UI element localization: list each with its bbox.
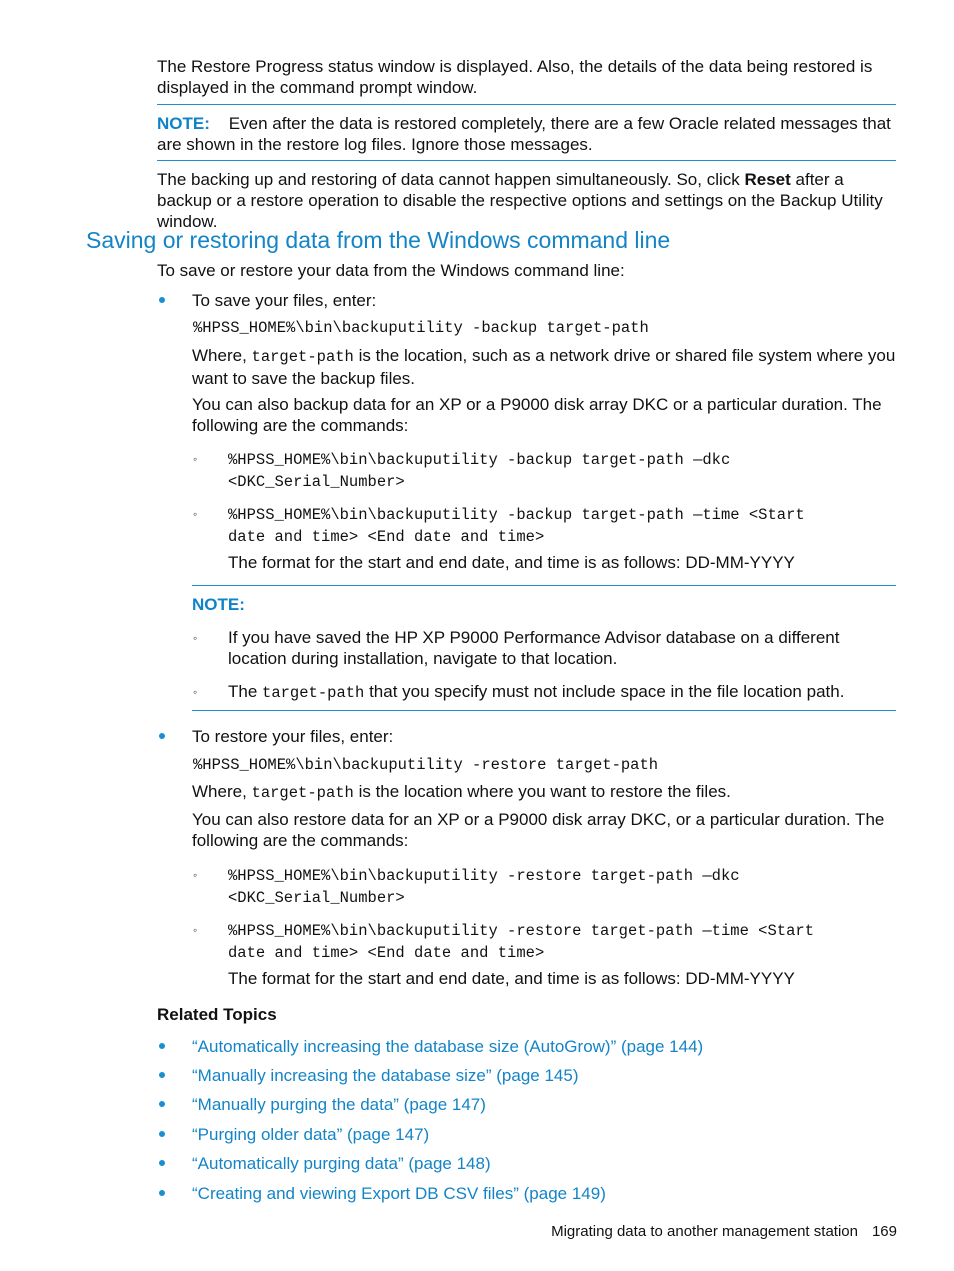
save-where: [192, 345, 898, 389]
save-time-line1: %HPSS_HOME%\bin\backuputility -backup target-path —time <Start: [228, 506, 805, 524]
save-dkc-command: [228, 449, 730, 493]
save-also: You can also backup data for an XP or a P9000 disk array DKC or a particular duration. The following are the commands:: [192, 395, 882, 435]
save-command: %HPSS_HOME%\bin\backuputility -backup target-path: [193, 319, 649, 337]
restore-time-command: [228, 920, 814, 964]
section-heading: Saving or restoring data from the Windows command line: [86, 227, 671, 253]
restore-where-pre: Where,: [192, 782, 252, 801]
restore-format: The format for the start and end date, and time is as follows: DD-MM-YYYY: [228, 969, 795, 988]
restore-where-post: is the location where you want to restore the files.: [353, 782, 731, 801]
related-link-manual-purge[interactable]: “Manually purging the data” (page 147): [192, 1095, 486, 1114]
save-bullet-text: To save your files, enter:: [192, 291, 377, 310]
sub-marker: ◦: [193, 868, 198, 882]
note-bottom-rule: [157, 160, 896, 161]
restore-where-code: target-path: [251, 784, 354, 802]
save-where-pre: Where,: [192, 346, 252, 365]
sub-marker: ◦: [193, 507, 198, 521]
sub-marker: ◦: [193, 923, 198, 937]
bullet-dot: [158, 1095, 168, 1105]
related-topics-title: Related Topics: [157, 1005, 277, 1024]
restore-time-line1: %HPSS_HOME%\bin\backuputility -restore target-path —time <Start: [228, 922, 814, 940]
section-lead: To save or restore your data from the Windows command line:: [157, 261, 625, 280]
restore-command: %HPSS_HOME%\bin\backuputility -restore target-path: [193, 756, 659, 774]
save-note-item-2: [228, 681, 898, 704]
restore-dkc-line1: %HPSS_HOME%\bin\backuputility -restore target-path —dkc: [228, 867, 740, 885]
save-dkc-line1: %HPSS_HOME%\bin\backuputility -backup target-path —dkc: [228, 451, 731, 469]
related-link-export-csv[interactable]: “Creating and viewing Export DB CSV files” (page 149): [192, 1184, 606, 1203]
note-label: NOTE:: [157, 114, 210, 133]
reset-text-after: after a backup or a restore operation to disable the respective options and settings on the Backup Utility window.: [157, 170, 883, 231]
save-dkc-line2: <DKC_Serial_Number>: [228, 473, 405, 491]
note-restore-log: [157, 113, 899, 155]
save-format: The format for the start and end date, and time is as follows: DD-MM-YYYY: [228, 553, 795, 572]
bullet-dot: [158, 1125, 168, 1135]
reset-paragraph: [157, 169, 899, 232]
note-top-rule: [157, 104, 896, 105]
note-item2-code: target-path: [262, 684, 365, 702]
sub-marker: ◦: [193, 452, 198, 466]
note-text: Even after the data is restored completely, there are a few Oracle related messages that are shown in the restore log files. Ignore those messages.: [157, 114, 891, 154]
save-note-label: [192, 594, 898, 615]
intro-paragraph: The Restore Progress status window is displayed. Also, the details of the data being restored is displayed in the command prompt window.: [157, 57, 873, 97]
note-item2-pre: The: [228, 682, 263, 701]
note-item2-post: that you specify must not include space in the file location path.: [364, 682, 845, 701]
bullet-dot: [158, 1037, 168, 1047]
save-where-post: is the location, such as a network drive or shared file system where you want to save the backup files.: [192, 346, 896, 388]
bullet-dot: [158, 1066, 168, 1076]
reset-text-before: The backing up and restoring of data cannot happen simultaneously. So, click: [157, 170, 745, 189]
note-label: NOTE:: [192, 595, 245, 614]
bullet-dot: [158, 1184, 168, 1194]
reset-bold-label: Reset: [744, 170, 791, 189]
save-where-code: target-path: [251, 348, 354, 366]
footer-section-title: Migrating data to another management station: [551, 1223, 858, 1240]
restore-time-line2: date and time> <End date and time>: [228, 944, 545, 962]
save-time-command: [228, 504, 805, 548]
save-time-line2: date and time> <End date and time>: [228, 528, 545, 546]
related-link-autogrow[interactable]: “Automatically increasing the database size (AutoGrow)” (page 144): [192, 1037, 704, 1056]
restore-dkc-line2: <DKC_Serial_Number>: [228, 889, 405, 907]
bullet-dot: [158, 727, 168, 737]
restore-dkc-command: [228, 865, 740, 909]
save-note-item-1: If you have saved the HP XP P9000 Performance Advisor database on a different location during installation, navigate to that location.: [228, 628, 840, 668]
note-bottom-rule: [192, 710, 896, 711]
sub-marker: ◦: [193, 631, 198, 645]
related-link-manual-increase[interactable]: “Manually increasing the database size” (page 145): [192, 1066, 579, 1085]
page-footer: [537, 1223, 897, 1240]
bullet-dot: [158, 1154, 168, 1164]
bullet-dot: [158, 291, 168, 301]
restore-bullet-text: To restore your files, enter:: [192, 727, 394, 746]
page-number: 169: [871, 1223, 897, 1240]
related-link-auto-purge[interactable]: “Automatically purging data” (page 148): [192, 1154, 491, 1173]
note-top-rule: [192, 585, 896, 586]
restore-also: You can also restore data for an XP or a P9000 disk array DKC, or a particular duration. The following are the commands:: [192, 810, 885, 850]
restore-where: [192, 781, 898, 804]
sub-marker: ◦: [193, 685, 198, 699]
related-link-purge-older[interactable]: “Purging older data” (page 147): [192, 1125, 430, 1144]
